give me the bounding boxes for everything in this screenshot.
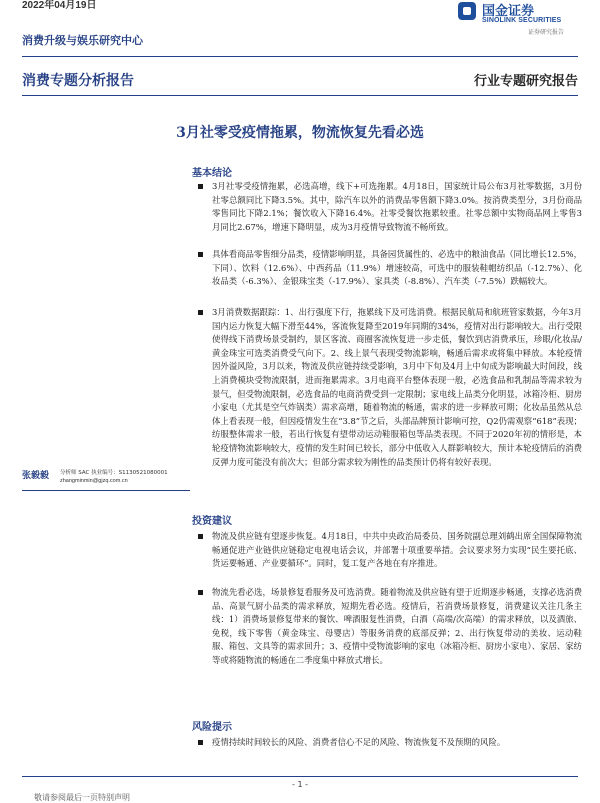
conclusion-item-2 [192, 248, 582, 289]
paragraph-text: 具体看商品零售细分品类，疫情影响明显，具备园货属性的、必选中的粮油食品（同比增长12.5%，下同）、饮料（12.6%）、中西药品（11.9%）增速较高，可选中的服装鞋帽纺织品（-12.7%）、化妆品类（-6.3%）、金银珠宝类（-17.9%）、家具类（-8.8%）、汽车类（-7.5%）跌幅较大。 [212, 249, 582, 287]
conclusion-item-3 [192, 306, 582, 469]
paragraph-text: 3月社零受疫情拖累，必选高增，线下+可选拖累。4月18日，国家统计局公布3月社零数据，3月份社零总额同比下降3.5%。其中，除汽车以外的消费品零售额下降3.0%。按消费类型分，3月份商品零售同比下降2.1%；餐饮收入下降16.4%。社零受餐饮拖累较重。社零总额中实物商品网上零售3月同比2.67%，增速下降明显，成为3月疫情导致物流不畅所致。 [212, 181, 582, 232]
bullet-icon [198, 184, 203, 189]
paragraph-text: 3月消费数据跟踪：1、出行强度下行，拖累线下及可选消费。根据民航局和航班管家数据，今年3月国内运力恢复大幅下滑至44%，客流恢复降至2019年同期的34%，疫情对出行影响较大。出行受限使得线下消费场景受制约，景区客流、商圈客流恢复进一步走低，餐饮到店消费承压，珍眼/化妆品/黄金珠宝可选类消费受气向下。2、线上景气表现受物流影响，畅通后需求或将集中释放。本轮疫情因外溢风险，3月以来，物流及供应链持续受影响，3月中下旬及4月上中旬成为影响最大时间段，线上消费模块受物流限制，进而拖累需求。3月电商平台整体表现一般，必选食品和乳制品等需求较为景气，但受物流限制，必选食品的电商消费受到一定限制；家电线上品类分化明显，冰箱冷柜、厨房小家电（尤其是空气炸锅类）需求高增，随着物流的畅通，需求的进一步释放可期；化妆品虽然从总体上看表现一般，但因疫情发生在“3.8”节之后，头部品牌预计影响可控，Q2仍需观察“618”表现；纺服整体需求一般，若出行恢复有望带动运动鞋服箱包等品类表现。不同于2020年初的情形是，本轮疫情物流影响较大，疫情的发生时间已较长，部分中低收入人群影响较大，预计本轮疫情后的消费反弹力度可能没有前次大；但部分需求较为刚性的品类预计仍将有较好表现。 [212, 307, 582, 467]
page-number: - 1 - [292, 780, 308, 789]
report-type: 消费专题分析报告 [22, 73, 134, 89]
bullet-icon [198, 534, 203, 539]
logo-mark-icon [458, 2, 476, 20]
brand-logo [458, 0, 588, 40]
advice-item-2 [192, 586, 582, 668]
analyst-name: 张毅毅 [22, 471, 50, 481]
header-rule [22, 56, 578, 57]
logo-subtitle: 证券研究报告 [528, 29, 565, 36]
paragraph-text: 物流及供应链有望逐步恢复。4月18日，中共中央政治局委员、国务院副总理刘鹤出席全国保障物流畅通促进产业链供应链稳定电视电话会议，并部署十项重要举措。会议要求努力实现“民生要托底、货运要畅通、产业要循环”。同时，复工复产各地在有序推进。 [212, 531, 582, 569]
bullet-icon [198, 310, 203, 315]
section-heading-conclusion: 基本结论 [192, 168, 232, 179]
analyst-email[interactable]: zhangminmin@gjzq.com.cn [60, 478, 128, 484]
subheader-rule [22, 95, 578, 96]
advice-item-1 [192, 530, 582, 571]
analyst-rule [22, 490, 190, 491]
research-center: 消费升级与娱乐研究中心 [22, 34, 143, 47]
logo-chinese: 国金证券 [482, 4, 535, 19]
paragraph-text: 疫情持续时间较长的风险、消费者信心不足的风险、物流恢复不及预期的风险。 [212, 737, 506, 747]
report-date: 2022年04月19日 [22, 0, 97, 11]
analyst-license: 分析师 SAC 执业编号：S1130521080001 [60, 470, 168, 476]
bullet-icon [198, 590, 203, 595]
bullet-icon [198, 252, 203, 257]
section-heading-advice: 投资建议 [192, 516, 232, 527]
logo-english: SINOLINK SECURITIES [482, 17, 562, 24]
paragraph-text: 物流先看必选，场景修复看服务及可选消费。随着物流及供应链有望于近期逐步畅通，支撑必选消费品、高景气厨小品类的需求释放，短期先看必选。疫情后，若消费场景修复，消费建议关注几条主线：1）消费场景修复带来的餐饮、啤酒服复性消费，白酒（高端/次高端）的需求释放，以及酒旅、免税，线下零售（黄金珠宝、母婴店）等服务消费的底部反弹；2、出行恢复带动的美妆、运动鞋服、箱包、文具等的需求回升；3、疫情中受物流影响的家电（冰箱冷柜、厨房小家电）、家居、家纺等或将随物流的畅通在二季度集中释放式增长。 [212, 587, 582, 665]
footer-rule [22, 776, 578, 777]
risk-item-1 [192, 736, 582, 750]
footer-disclaimer: 敬请参阅最后一页特别声明 [34, 793, 130, 802]
industry-label: 行业专题研究报告 [473, 74, 578, 89]
page-title: 3月社零受疫情拖累，物流恢复先看必选 [176, 125, 424, 141]
conclusion-item-1 [192, 180, 582, 234]
bullet-icon [198, 740, 203, 745]
section-heading-risk: 风险提示 [192, 722, 232, 733]
